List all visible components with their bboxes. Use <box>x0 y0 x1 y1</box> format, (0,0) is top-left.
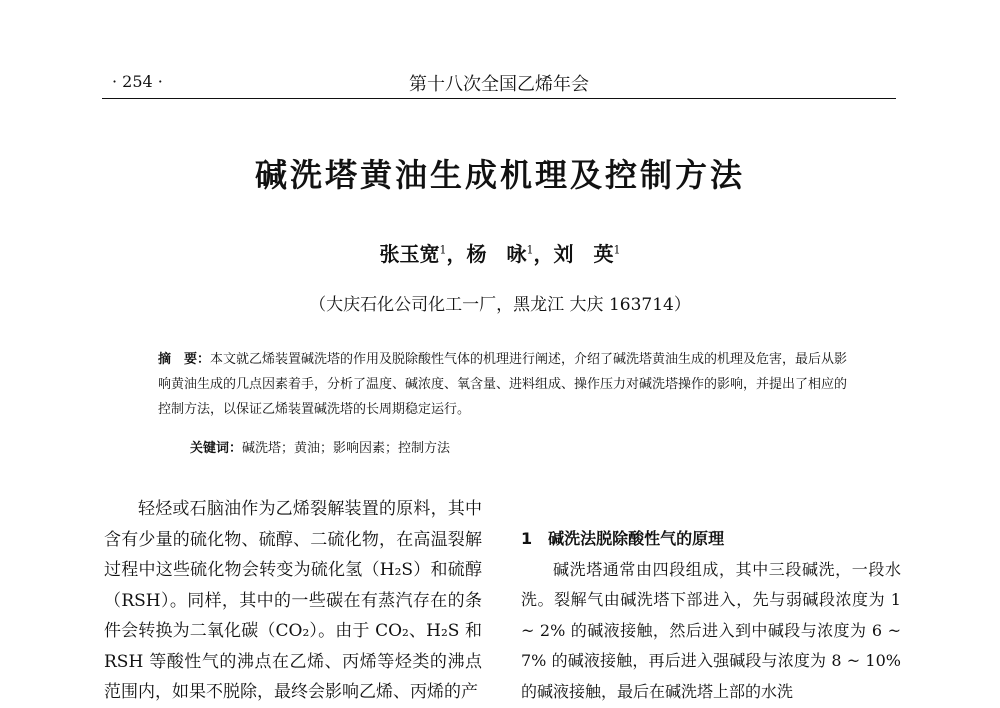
affiliation-mark: 1 <box>613 243 621 257</box>
author-name: 杨 咏 <box>466 242 527 266</box>
author-name: 张玉宽 <box>379 242 440 266</box>
affiliation-mark: 1 <box>439 243 447 257</box>
page-number: · 254 · <box>112 72 163 91</box>
keywords-label: 关键词： <box>190 441 243 456</box>
affiliation-mark: 1 <box>526 243 534 257</box>
paper-title: 碱洗塔黄油生成机理及控制方法 <box>254 156 745 194</box>
affiliation: （大庆石化公司化工一厂，黑龙江 大庆 163714） <box>309 295 691 315</box>
author-name: 刘 英 <box>553 242 614 266</box>
body-column-right <box>521 524 901 707</box>
intro-paragraph: 轻烃或石脑油作为乙烯裂解装置的原料，其中含有少量的硫化物、硫醇、二硫化物，在高温裂解过程中这些硫化物会转变为硫化氢（H₂S）和硫醇（RSH）。同样，其中的一些碳在有蒸汽存在的条件会转换为二氧化碳（CO₂）。由于 CO₂、H₂S 和 RSH 等酸性气的沸点在乙烯、丙烯等烃类的沸点范围内，如果不脱除，最终会影响乙烯、丙烯的产 <box>104 499 482 702</box>
page-header <box>102 70 896 98</box>
author-list: 张玉宽$^1$，杨 咏$^1$，刘 英$^1$ <box>379 242 621 266</box>
section-paragraph: 碱洗塔通常由四段组成，其中三段碱洗，一段水洗。裂解气由碱洗塔下部进入，先与弱碱段浓度为 1 ~ 2% 的碱液接触，然后进入到中碱段与浓度为 6 ~ 7% 的碱液接触，再后进入强碱段与浓度为 8 ~ 10% 的碱液接触，最后在碱洗塔上部的水洗 <box>521 559 901 701</box>
section-heading: 1 碱洗法脱除酸性气的原理 <box>521 529 725 548</box>
journal-title: 第十八次全国乙烯年会 <box>409 74 589 95</box>
body-column-left <box>104 494 482 708</box>
abstract-label: 摘 要： <box>158 352 211 367</box>
abstract-text: 本文就乙烯装置碱洗塔的作用及脱除酸性气体的机理进行阐述，介绍了碱洗塔黄油生成的机理及危害，最后从影响黄油生成的几点因素着手，分析了温度、碱浓度、氧含量、进料组成、操作压力对碱洗塔操作的影响，并提出了相应的控制方法，以保证乙烯装置碱洗塔的长周期稳定运行。 <box>158 352 848 417</box>
header-divider <box>102 98 896 99</box>
abstract <box>158 347 858 422</box>
keywords-text: 碱洗塔；黄油；影响因素；控制方法 <box>242 441 451 456</box>
keywords <box>190 437 850 456</box>
